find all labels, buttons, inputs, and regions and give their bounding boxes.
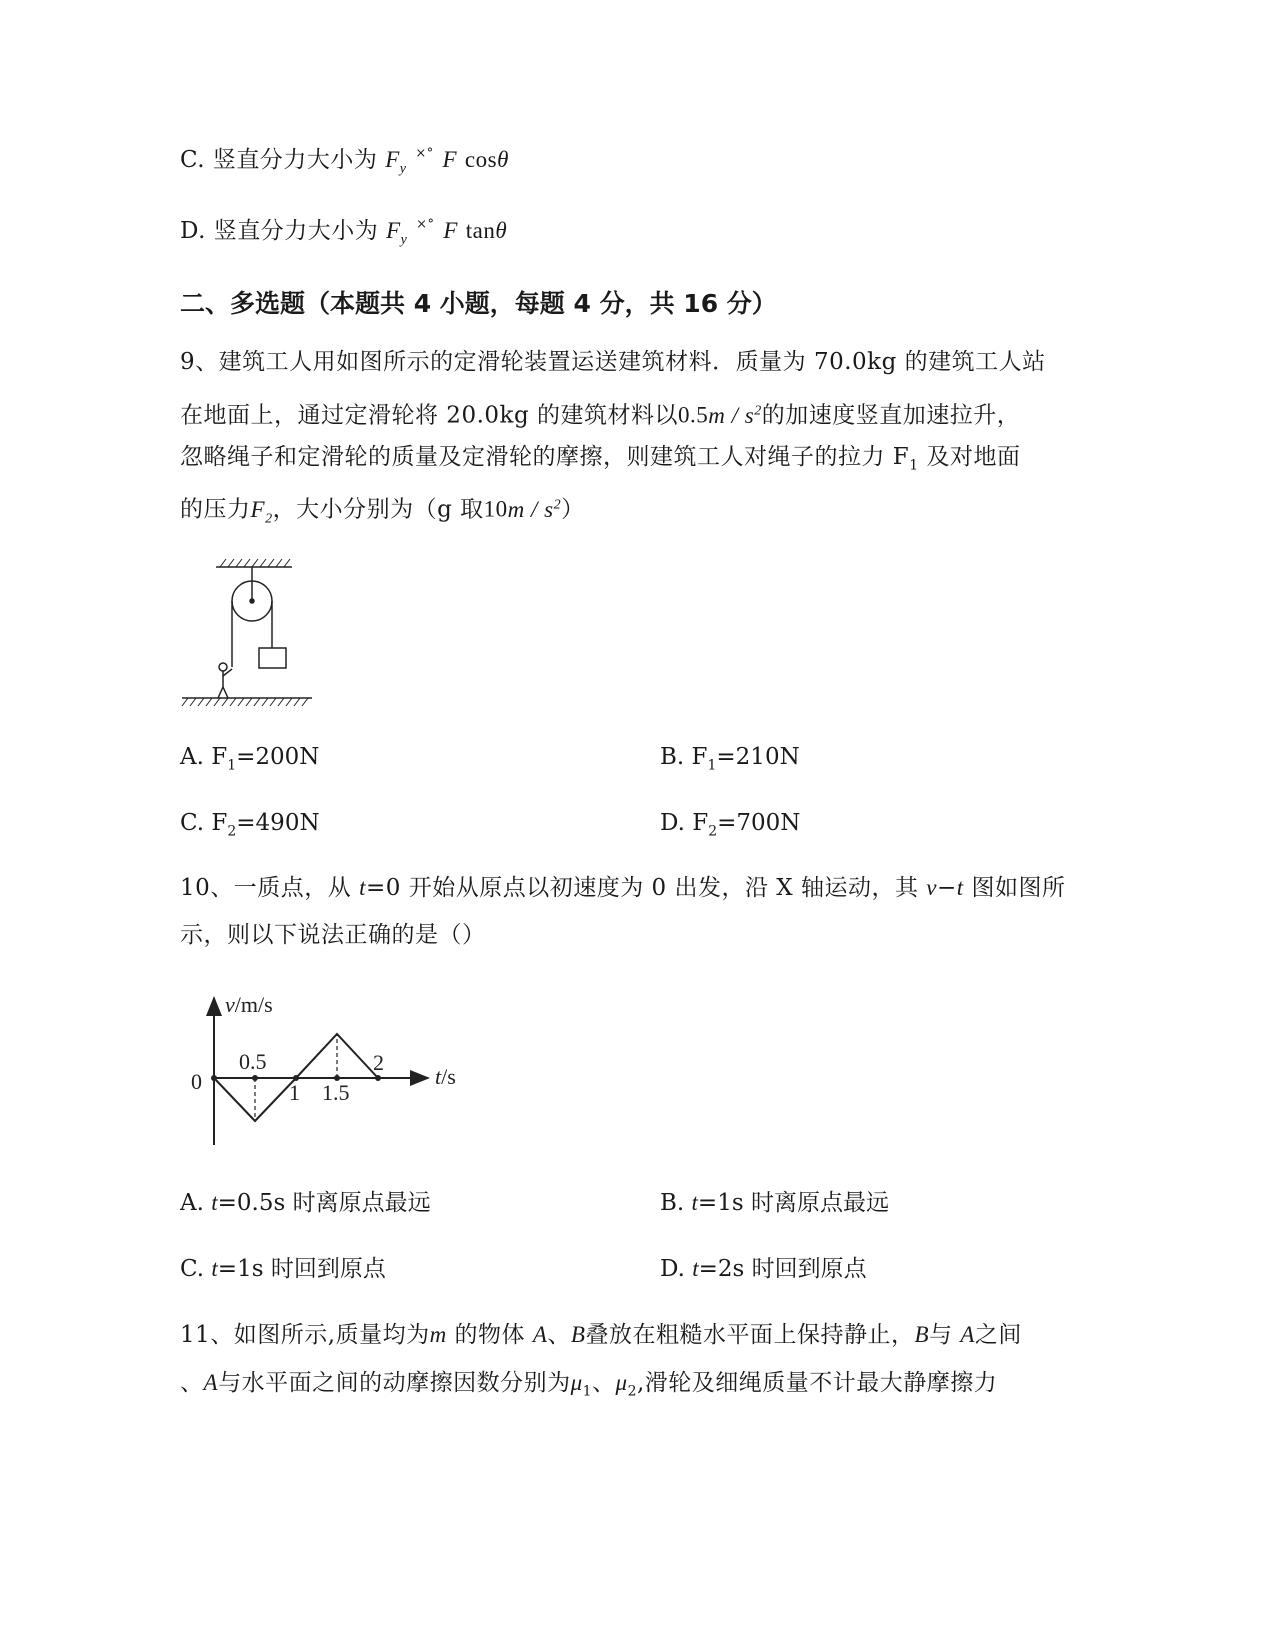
q10-option-b[interactable]	[660, 1188, 889, 1218]
a-symbol: A	[532, 1322, 548, 1347]
v-symbol: v	[926, 875, 937, 900]
q11-text: 、	[547, 1322, 571, 1348]
option-label: A.	[180, 1190, 204, 1216]
option-d-prev[interactable]	[180, 216, 507, 256]
f-symbol: F	[442, 147, 458, 172]
a-symbol: A	[203, 1370, 219, 1395]
q9-line3-text: 忽略绳子和定滑轮的质量及定滑轮的摩擦，则建筑工人对绳子的拉力 F	[180, 444, 910, 470]
garbled-equals-icon: ×°	[415, 146, 434, 161]
t-symbol: t	[211, 1256, 218, 1281]
option-text: =0.5s 时离原点最远	[217, 1190, 431, 1216]
tick-2-label: 2	[373, 1050, 384, 1075]
tick-1-label: 1	[289, 1080, 300, 1105]
q9-option-b[interactable]	[660, 742, 800, 781]
q9-line2-text: 在地面上，通过定滑轮将 20.0kg 的建筑材料以	[180, 402, 678, 429]
f1-subscript: 1	[909, 457, 919, 474]
option-label: D.	[660, 1256, 685, 1282]
q10-option-d[interactable]	[660, 1254, 867, 1284]
option-d-func: tan	[465, 218, 496, 243]
q10-line1	[180, 873, 1065, 903]
theta-symbol: θ	[495, 218, 508, 243]
origin-label: 0	[191, 1069, 202, 1094]
q9-line3	[180, 442, 1021, 481]
q10-line1-text-c: 图如图所	[963, 875, 1066, 901]
section-heading: 二、多选题（本题共 4 小题，每题 4 分，共 16 分）	[180, 289, 777, 318]
theta-symbol: θ	[497, 147, 509, 172]
b-symbol: B	[914, 1322, 930, 1347]
q9-option-a[interactable]	[180, 742, 319, 781]
q9-line1: 9、建筑工人用如图所示的定滑轮装置运送建筑材料．质量为 70.0kg 的建筑工人站	[180, 349, 1046, 375]
m-symbol: m	[429, 1322, 447, 1347]
q11-text: 叠放在粗糙水平面上保持静止，	[585, 1322, 915, 1348]
option-text: =2s 时回到原点	[698, 1256, 867, 1282]
q10-option-a[interactable]	[180, 1188, 431, 1218]
ylabel-v: v	[225, 992, 235, 1017]
dash-symbol: −	[936, 875, 957, 901]
q10-line2: 示，则以下说法正确的是（）	[180, 922, 486, 948]
option-sub: 1	[707, 757, 717, 774]
option-c-prev[interactable]	[180, 145, 509, 185]
option-label: B. F	[660, 744, 708, 770]
xlabel-unit: /s	[441, 1064, 456, 1089]
option-text: =1s 时离原点最远	[697, 1190, 889, 1216]
option-label: D. F	[660, 810, 709, 836]
option-value: =210N	[716, 744, 800, 770]
point-2	[375, 1075, 381, 1081]
option-c-prefix: C. 竖直分力大小为	[180, 147, 378, 173]
xlabel	[435, 1064, 456, 1089]
t-symbol: t	[691, 1190, 698, 1215]
option-value: =200N	[236, 744, 320, 770]
ylabel-unit: /m/s	[234, 992, 273, 1017]
q11-text: 之间	[974, 1322, 1022, 1348]
tick-15-label: 1.5	[322, 1080, 350, 1105]
q11-text: 11、如图所示,质量均为	[180, 1322, 430, 1348]
b-symbol: B	[570, 1322, 586, 1347]
q10-option-c[interactable]	[180, 1254, 386, 1284]
t-symbol: t	[692, 1256, 699, 1281]
q9-line4-text: 的压力	[180, 496, 251, 523]
q11-text: 、	[180, 1370, 204, 1396]
t-symbol: t	[211, 1190, 218, 1215]
xlabel-t: t	[435, 1064, 442, 1089]
a-symbol: A	[960, 1322, 975, 1347]
f-symbol: F	[443, 218, 458, 243]
vt-graph	[185, 990, 485, 1150]
point-05	[252, 1075, 258, 1081]
option-sub: 2	[708, 823, 718, 840]
q11-line2	[180, 1368, 997, 1407]
point-0	[211, 1075, 217, 1081]
tick-05-label: 0.5	[239, 1049, 267, 1074]
q9-option-c[interactable]	[180, 808, 320, 847]
pulley-diagram	[180, 555, 320, 715]
q10-line1-text-b: =0 开始从原点以初速度为 0 出发，沿 X 轴运动，其	[365, 875, 919, 901]
mu-sub: 2	[627, 1383, 637, 1400]
option-sub: 1	[227, 757, 237, 774]
mu-symbol: μ	[570, 1370, 583, 1395]
q11-text: 与水平面之间的动摩擦因数分别为	[218, 1370, 571, 1396]
t-symbol: t	[956, 875, 964, 900]
t-symbol: t	[359, 875, 366, 900]
fy-symbol: $F_y$	[386, 218, 408, 248]
q11-line1	[180, 1320, 1022, 1350]
option-sub: 2	[227, 823, 237, 840]
q9-line2: 在地面上，通过定滑轮将 20.0kg 的建筑材料以$0.5m / s^2$的加速度竖直加速拉升，	[180, 402, 1021, 429]
q10-line1-text: 10、一质点，从	[180, 875, 352, 901]
q9-option-d[interactable]	[660, 808, 800, 847]
ylabel	[225, 992, 273, 1017]
option-value: =700N	[717, 810, 801, 836]
q11-text: 与	[929, 1322, 953, 1348]
q11-text: ,滑轮及细绳质量不计最大静摩擦力	[637, 1370, 998, 1396]
g-value: 10	[483, 496, 508, 522]
option-c-func: cos	[464, 147, 498, 172]
q9-line3-text-b: 及对地面	[918, 444, 1021, 470]
mu-sub: 1	[582, 1383, 593, 1400]
option-label: C.	[180, 1256, 205, 1282]
q9-line4: 的压力$F_2$，大小分别为（g 取$10m / s^2$）	[180, 496, 585, 527]
option-label: B.	[660, 1190, 685, 1216]
option-label: C. F	[180, 810, 228, 836]
q9-line4-text-c: ）	[561, 496, 585, 523]
q9-line2-text-b: 的加速度竖直加速拉升，	[761, 402, 1021, 429]
option-value: =490N	[236, 810, 320, 836]
q11-text: 的物体	[446, 1322, 526, 1348]
option-d-prefix: D. 竖直分力大小为	[180, 218, 379, 244]
garbled-equals-icon: ×°	[416, 217, 435, 232]
q9-line4-text-b: ，大小分别为（g 取	[272, 496, 484, 523]
q11-text: 、	[592, 1370, 616, 1396]
accel-value: 0.5	[678, 402, 709, 428]
option-label: A. F	[180, 744, 228, 770]
option-text: =1s 时回到原点	[217, 1256, 386, 1282]
mu-symbol: μ	[615, 1370, 628, 1395]
fy-symbol: $F_y$	[385, 147, 407, 177]
